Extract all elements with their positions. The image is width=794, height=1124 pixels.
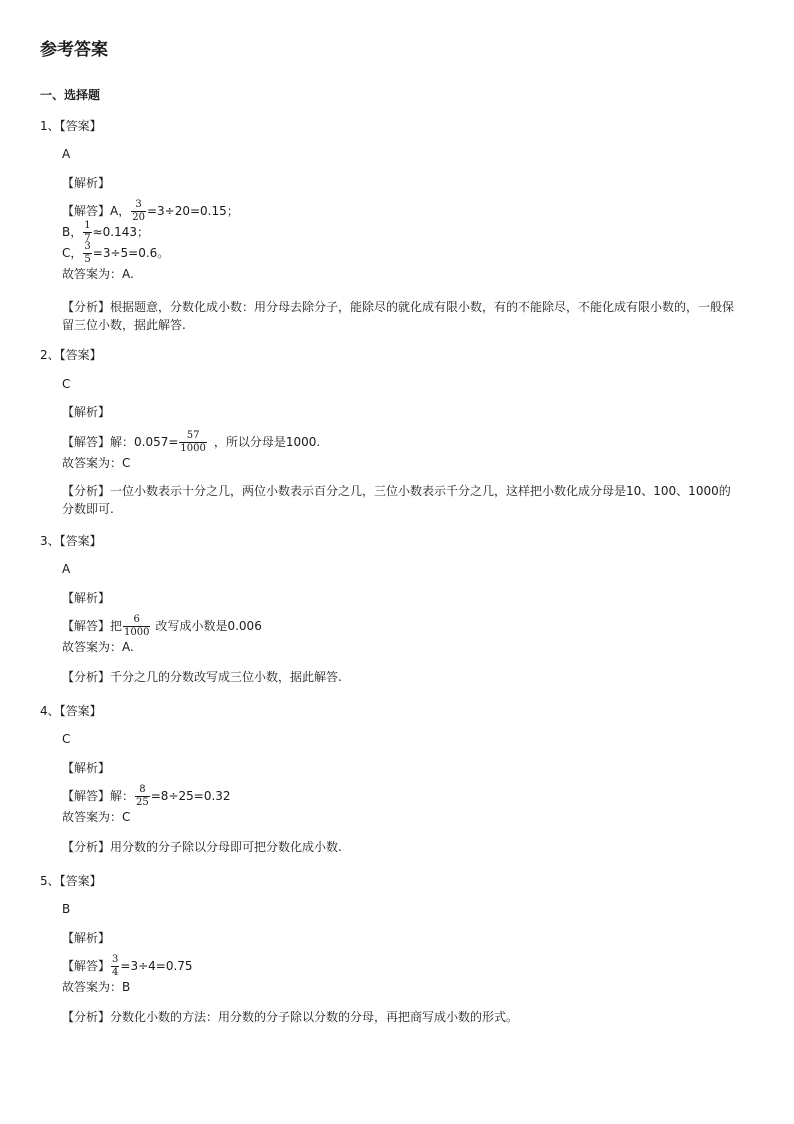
solution-line — [62, 616, 734, 637]
solution-line — [62, 243, 734, 264]
fraction-denominator: 7 — [84, 233, 91, 244]
solution-text: 【解答】A， — [62, 204, 131, 218]
solution-line — [62, 201, 734, 222]
fraction-numerator: 1 — [84, 220, 91, 231]
question-4-answer: C — [62, 732, 71, 746]
solution-line — [62, 786, 734, 807]
solution-text: 改写成小数是0.006 — [155, 619, 262, 633]
solution-text: =3÷20=0.15； — [146, 204, 239, 218]
solution-text: ，所以分母是1000. — [213, 435, 321, 449]
fraction — [131, 200, 146, 223]
solution-line — [62, 956, 734, 977]
question-5-jiexi-label: 【解析】 — [62, 931, 111, 945]
question-1-answer: A — [62, 147, 71, 161]
fraction-denominator: 4 — [112, 967, 119, 978]
question-5-answer: B — [62, 902, 71, 916]
solution-text: =3÷4=0.75 — [120, 959, 193, 973]
fraction — [179, 431, 206, 454]
final-answer-line: 故答案为：C — [62, 810, 131, 824]
solution-text: 【解答】把 — [62, 619, 123, 633]
question-4-analysis: 【分析】用分数的分子除以分母即可把分数化成小数. — [62, 840, 342, 854]
question-3-solution — [62, 616, 734, 658]
fraction-denominator: 20 — [132, 212, 145, 223]
final-answer-line: 故答案为：A. — [62, 640, 134, 654]
question-2-number: 2、【答案】 — [40, 348, 102, 362]
question-2-solution — [62, 432, 734, 474]
question-3-answer: A — [62, 562, 71, 576]
question-3-jiexi-label: 【解析】 — [62, 591, 111, 605]
question-1-number: 1、【答案】 — [40, 119, 102, 133]
fraction — [135, 785, 150, 808]
question-3-number: 3、【答案】 — [40, 534, 102, 548]
page-title: 参考答案 — [40, 40, 108, 60]
fraction-denominator: 1000 — [124, 627, 150, 638]
fraction-numerator: 3 — [84, 241, 91, 252]
fraction-denominator: 1000 — [180, 443, 206, 454]
solution-text: ≈0.143； — [92, 225, 150, 239]
fraction-denominator: 5 — [84, 254, 91, 265]
solution-text: C， — [62, 246, 83, 260]
question-4-solution — [62, 786, 734, 828]
question-4-number: 4、【答案】 — [40, 704, 102, 718]
final-answer-line: 故答案为：B — [62, 980, 131, 994]
question-3-analysis: 【分析】千分之几的分数改写成三位小数，据此解答. — [62, 670, 342, 684]
final-answer-line: 故答案为：C — [62, 456, 131, 470]
solution-text: 【解答】 — [62, 959, 111, 973]
question-5-number: 5、【答案】 — [40, 874, 102, 888]
section-heading: 一、选择题 — [40, 88, 101, 102]
fraction-numerator: 6 — [133, 614, 140, 625]
question-1-analysis: 【分析】根据题意，分数化成小数：用分母去除分子，能除尽的就化成有限小数，有的不能除尽，不能化成有限小数的，一般保留三位小数，据此解答. — [62, 300, 735, 332]
question-1-solution — [62, 201, 734, 285]
fraction-numerator: 8 — [139, 784, 146, 795]
solution-line — [62, 222, 734, 243]
question-1-jiexi-label: 【解析】 — [62, 176, 111, 190]
solution-text: 【解答】解： — [62, 789, 135, 803]
solution-text: 【解答】解：0.057= — [62, 435, 179, 449]
question-5-solution — [62, 956, 734, 998]
fraction-denominator: 25 — [136, 797, 149, 808]
final-answer-line: 故答案为：A. — [62, 267, 134, 281]
fraction — [111, 955, 119, 978]
fraction — [83, 242, 91, 265]
question-4-jiexi-label: 【解析】 — [62, 761, 111, 775]
question-2-answer: C — [62, 377, 71, 391]
solution-text: B， — [62, 225, 83, 239]
solution-text: =3÷5=0.6。 — [92, 246, 170, 260]
question-5-analysis: 【分析】分数化小数的方法：用分数的分子除以分数的分母，再把商写成小数的形式。 — [62, 1010, 519, 1024]
solution-line — [62, 432, 734, 453]
solution-text: =8÷25=0.32 — [150, 789, 231, 803]
question-2-jiexi-label: 【解析】 — [62, 405, 111, 419]
fraction — [123, 615, 150, 638]
fraction-numerator: 3 — [112, 954, 119, 965]
question-2-analysis: 【分析】一位小数表示十分之几，两位小数表示百分之几，三位小数表示千分之几，这样把小数化成分母是10、100、1000的分数即可. — [62, 484, 731, 516]
fraction-numerator: 57 — [186, 430, 200, 441]
fraction-numerator: 3 — [135, 199, 142, 210]
